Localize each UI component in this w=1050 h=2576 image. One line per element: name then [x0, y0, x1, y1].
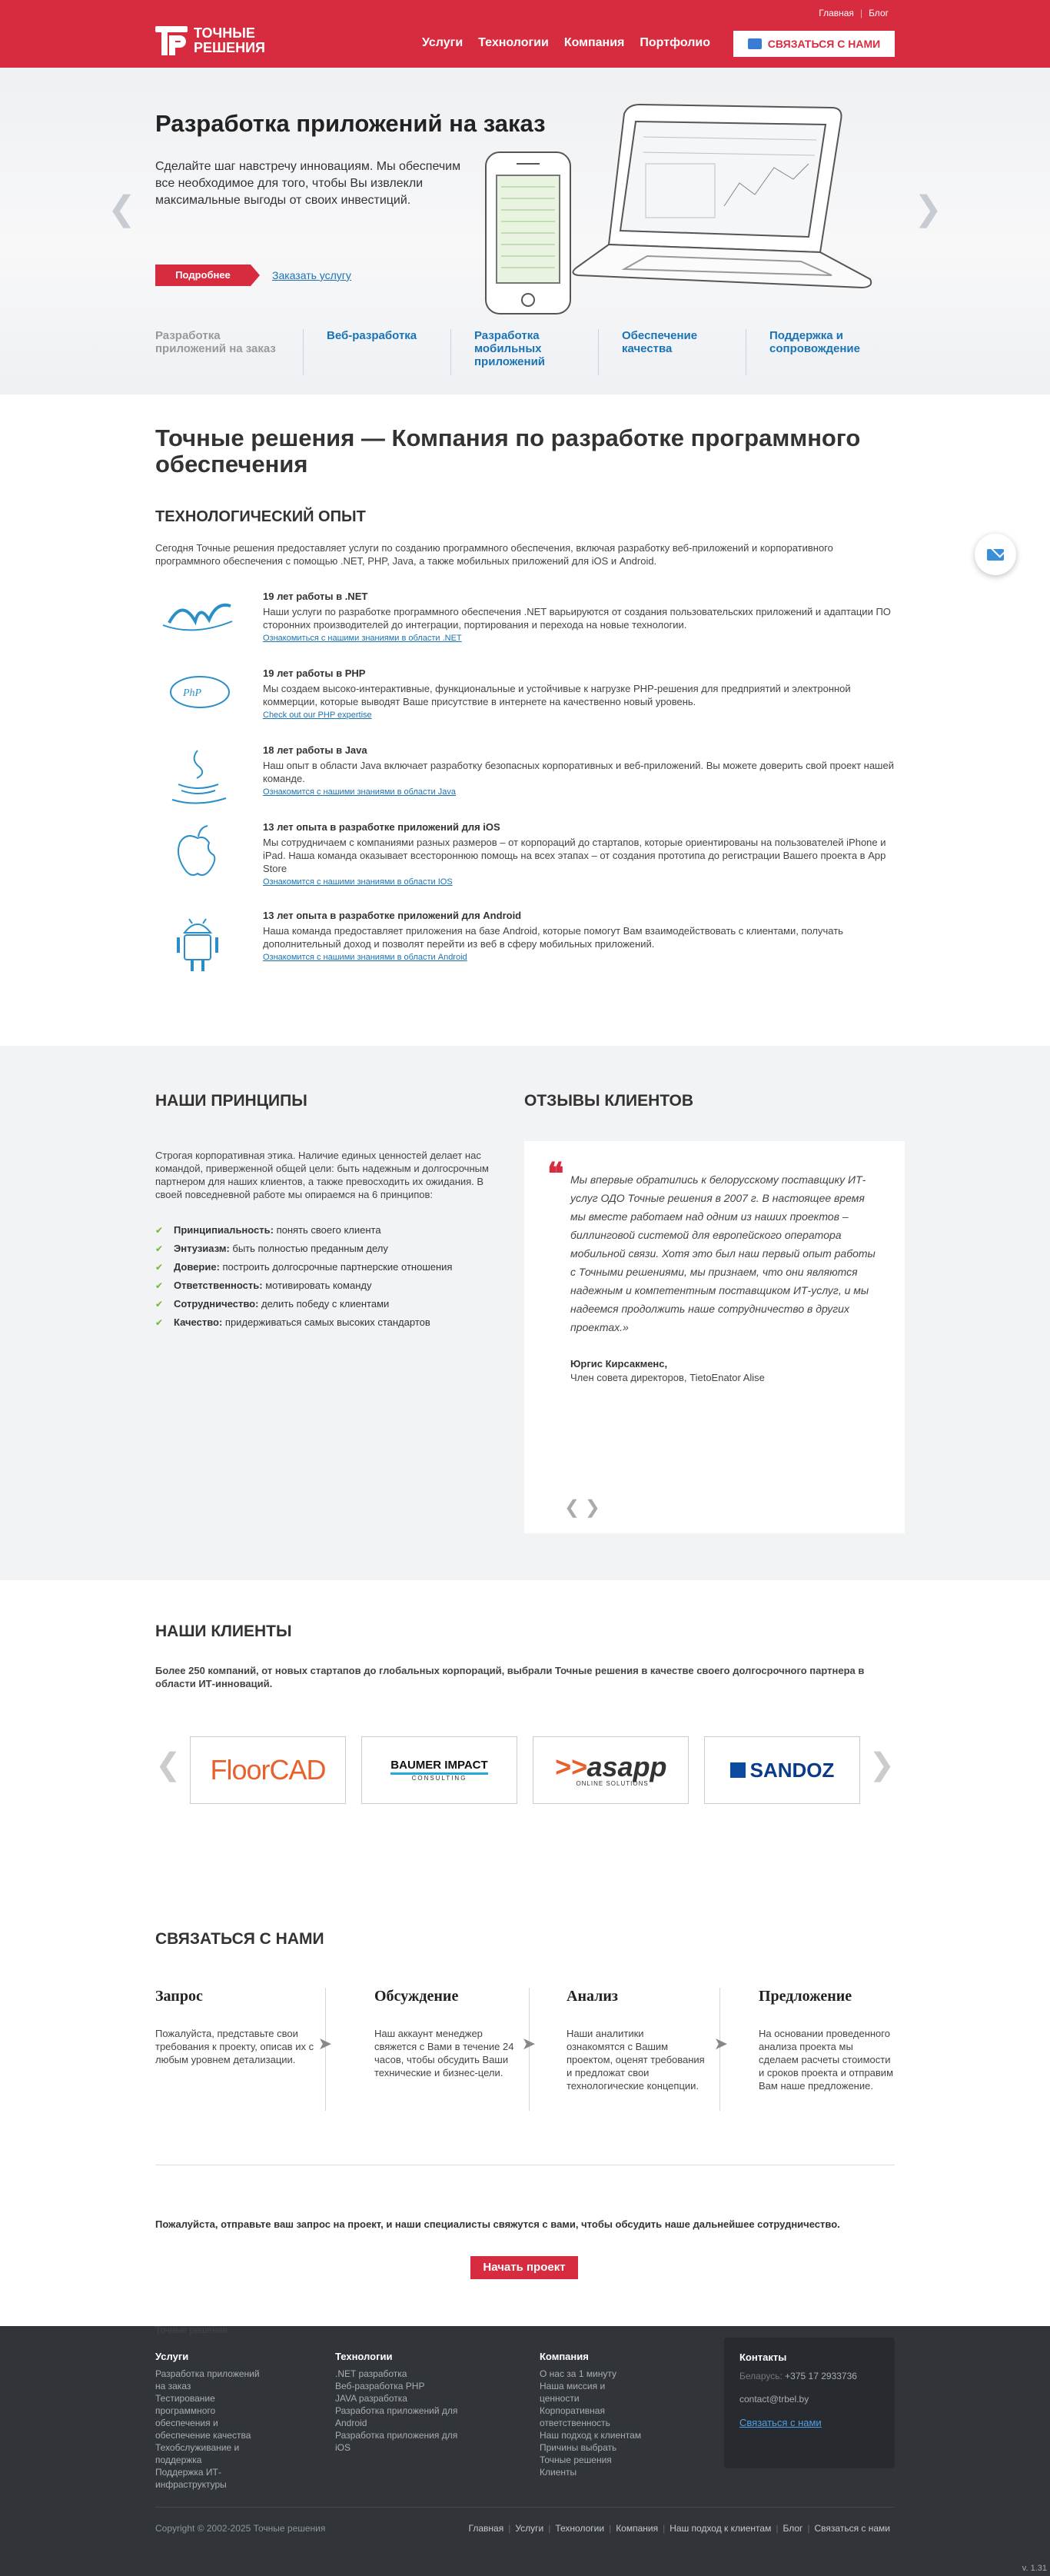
step-analysis [567, 1988, 728, 2092]
experience-link[interactable]: Ознакомится с нашими знаниями в области Android [263, 953, 467, 962]
footer-link[interactable]: О нас за 1 минуту [540, 2368, 617, 2379]
experience-text: Наши услуги по разработке программного обеспечения .NET варьируются от создания пользовательских приложений и адаптации ПО сторонних производителей до интеграции, портирования и перехода на новые технологии. [263, 606, 891, 631]
step-proposal [759, 1988, 895, 2092]
footer-faint-text: Точные решения [155, 2325, 228, 2335]
footer-link[interactable]: Клиенты [540, 2467, 577, 2478]
client-logo-asapp[interactable]: >>asapp ONLINE SOLUTIONS [533, 1736, 689, 1804]
tab-mobile-dev[interactable]: Разработка мобильных приложений [450, 329, 598, 375]
list-item: ✔ Принципиальность: понять своего клиента [155, 1224, 463, 1236]
experience-text: Мы сотрудничаем с компаниями разных размеров – от корпораций до стартапов, которые ориентированы на пользователей iPhone и iPad. Наша команда оказывает всестороннюю помощь на всех этапах – от создания прототипа до регистрации Вашего проекта в App Store [263, 837, 886, 874]
tab-qa[interactable]: Обеспечение качества [598, 329, 746, 375]
review-prev-icon[interactable]: ❮ [564, 1497, 580, 1518]
logo-text: ТОЧНЫЕ РЕШЕНИЯ [194, 25, 265, 55]
tab-custom-dev[interactable]: Разработка приложений на заказ [155, 329, 276, 355]
clients-text: Более 250 компаний, от новых стартапов до глобальных корпораций, выбрали Точные решения в качестве своего долгосрочного партнера в области ИТ-инноваций. [155, 1665, 865, 1689]
step-arrow-icon: ➤ [521, 2034, 536, 2053]
footer-link[interactable]: JAVA разработка [335, 2393, 407, 2404]
experience-text: Мы создаем высоко-интерактивные, функциональные и устойчивые к нагрузке PHP-решения для предприятий и электронной коммерции, которые выводят Ваше присутствие в интернете на качественно новый уровень. [263, 683, 851, 707]
footer-bottom-link[interactable]: Блог [783, 2523, 803, 2534]
step-title: Запрос [155, 1988, 203, 2005]
experience-title: 18 лет работы в Java [263, 744, 367, 756]
step-text: Пожалуйста, представьте свои требования к проекту, описав их с любым уровнем детализации. [155, 2028, 314, 2065]
top-links: Главная | Блог [812, 8, 895, 18]
lower-content [155, 0, 895, 2576]
footer-bottom-link[interactable]: Наш подход к клиентам [670, 2523, 772, 2534]
client-logo-baumer[interactable]: BAUMER IMPACT CONSULTING [361, 1736, 517, 1804]
top-link-home[interactable]: Главная [819, 8, 854, 18]
hero-more-button[interactable]: Подробнее [155, 265, 251, 286]
experience-text: Наша команда предоставляет приложения на базе Android, которые помогут Вам взаимодействовать с клиентами, получать дополнительный доход и позволят перейти из веб в сферу мобильных приложений. [263, 925, 843, 950]
intro-lead: Сегодня Точные решения предоставляет услуги по созданию программного обеспечения, включая разработку веб-приложений и корпоративного программного обеспечения с помощью .NET, PHP, Java, а также мобильных приложений для iOS и Android. [155, 542, 833, 567]
client-logos [190, 1736, 860, 1804]
intro-title: Точные решения — Компания по разработке программного обеспечения [155, 424, 861, 478]
footer-link[interactable]: Разработка приложений для Android [335, 2405, 458, 2428]
footer-link[interactable]: Тестирование программного обеспечения и обеспечение качества [155, 2393, 251, 2441]
client-logo-sandoz[interactable]: SANDOZ [704, 1736, 860, 1804]
step-request [155, 1988, 332, 2066]
footer-link[interactable]: Наша миссия и ценности [540, 2381, 606, 2404]
experience-link[interactable]: Ознакомится с нашими знаниями в области IOS [263, 877, 453, 887]
review-next-icon[interactable]: ❯ [584, 1497, 600, 1518]
step-text: Наш аккаунт менеджер свяжется с Вами в течение 24 часов, чтобы обсудить Ваши технические и бизнес-цели. [374, 2028, 514, 2078]
review-quote: Мы впервые обратились к белорусскому поставщику ИТ-услуг ОДО Точные решения в 2007 г. В настоящее время мы вместе работаем над одним из наших проектов – биллинговой системой для европейского оператора мобильной связи. Хотя это был наш первый опыт работы с Точными решениями, мы признаем, что они являются надежным и компетентным поставщиком ИТ-услуг, и мы надеемся продолжить наше сотрудничество в других проектах.» [570, 1173, 876, 1333]
principles-heading: НАШИ ПРИНЦИПЫ [155, 1092, 307, 1110]
svg-text:PhP: PhP [183, 687, 202, 699]
tab-web-dev[interactable]: Веб-разработка [303, 329, 450, 375]
footer-bottom [155, 2507, 895, 2534]
experience-title: 13 лет опыта в разработке приложений для Android [263, 910, 522, 921]
tab-support[interactable]: Поддержка и сопровождение [746, 329, 893, 375]
hero-prev-arrow-icon[interactable]: ❮ [108, 190, 136, 228]
footer-col-title: Услуги [155, 2351, 189, 2362]
clients-heading: НАШИ КЛИЕНТЫ [155, 1622, 292, 1640]
experience-title: 19 лет работы в PHP [263, 667, 366, 679]
footer-email[interactable]: contact@trbel.by [739, 2394, 809, 2405]
footer-link[interactable]: Поддержка ИТ-инфраструктуры [155, 2467, 227, 2490]
footer-bottom-link[interactable]: Компания [616, 2523, 659, 2534]
start-project-button[interactable]: Начать проект [470, 2256, 578, 2279]
footer-bottom-link[interactable]: Связаться с нами [814, 2523, 890, 2534]
quote-icon: ❝ [547, 1157, 564, 1191]
footer-link[interactable]: Техобслуживание и поддержка [155, 2442, 240, 2465]
list-item: ✔ Сотрудничество: делить победу с клиентами [155, 1298, 463, 1310]
step-title: Обсуждение [374, 1988, 459, 2005]
footer-col-technologies [335, 2351, 466, 2454]
sandoz-mark-icon [730, 1762, 746, 1778]
footer-contacts [724, 2338, 895, 2468]
clients-next-icon[interactable]: ❯ [869, 1748, 895, 1782]
experience-link[interactable]: Ознакомится с нашими знаниями в области Java [263, 787, 456, 797]
footer-bottom-link[interactable]: Технологии [555, 2523, 605, 2534]
footer-col-title: Компания [540, 2351, 589, 2362]
step-arrow-icon: ➤ [713, 2034, 728, 2053]
footer-link[interactable]: Причины выбрать Точные решения [540, 2442, 617, 2465]
step-arrow-icon: ➤ [317, 2034, 332, 2053]
step-title: Анализ [567, 1988, 618, 2005]
contact-steps [155, 1988, 895, 2134]
footer-link[interactable]: Разработка приложений на заказ [155, 2368, 260, 2391]
reviews-heading: ОТЗЫВЫ КЛИЕНТОВ [524, 1092, 694, 1110]
copyright: Copyright © 2002-2025 Точные решения [155, 2523, 326, 2534]
footer-col-company [540, 2351, 647, 2478]
hero-next-arrow-icon[interactable]: ❯ [914, 190, 942, 228]
clients-prev-icon[interactable]: ❮ [155, 1748, 181, 1782]
step-discussion [374, 1988, 536, 2079]
floating-mail-button[interactable] [975, 534, 1016, 575]
list-item: ✔ Качество: придерживаться самых высоких стандартов [155, 1316, 463, 1329]
footer-link[interactable]: Корпоративная ответственность [540, 2405, 610, 2428]
principles-text: Строгая корпоративная этика. Наличие единых ценностей делает нас командой, приверженной общей цели: быть надежным и долгосрочным партнером для наших клиентов, а также превосходить их ожидания. В своей повседневной работе мы опираемся на 6 принципов: [155, 1150, 489, 1200]
version-label: v. 1.31 [1022, 2564, 1047, 2573]
nav-portfolio[interactable]: Портфолио [640, 36, 710, 49]
footer [0, 2326, 1050, 2576]
nav-technologies[interactable]: Технологии [478, 36, 549, 49]
footer-bottom-links: Главная | Услуги | Технологии | Компания | Наш подход к клиентам | Блог | Связаться с нами [464, 2523, 895, 2534]
experience-link[interactable]: Ознакомиться с нашими знаниями в области .NET [263, 634, 462, 643]
client-logo-floorcad[interactable]: FloorCAD [190, 1736, 346, 1804]
review-author: Юргис Кирсакменс, [570, 1358, 668, 1370]
step-text: Наши аналитики ознакомятся с Вашим проектом, оценят требования и предложат свои технологические концепции. [567, 2028, 705, 2092]
hero-order-link[interactable]: Заказать услугу [272, 269, 351, 281]
contact-ask-text: Пожалуйста, отправьте ваш запрос на проект, и наши специалисты свяжутся с вами, чтобы обсудить наше дальнейшее сотрудничество. [155, 2218, 840, 2230]
contact-us-label: СВЯЗАТЬСЯ С НАМИ [767, 38, 881, 50]
clients-section [155, 1622, 895, 1787]
nav-services[interactable]: Услуги [421, 36, 464, 49]
experience-title: 13 лет опыта в разработке приложений для iOS [263, 821, 500, 833]
review-author-role: Член совета директоров, TietoEnator Alise [570, 1372, 765, 1383]
footer-bottom-link[interactable]: Услуги [515, 2523, 544, 2534]
list-item: ✔ Доверие: построить долгосрочные партнерские отношения [155, 1261, 463, 1273]
footer-col-services [155, 2351, 263, 2491]
mail-icon [987, 549, 1004, 561]
experience-link[interactable]: Check out our PHP expertise [263, 711, 372, 720]
contact-heading: СВЯЗАТЬСЯ С НАМИ [155, 1930, 324, 1948]
footer-link[interactable]: Наш подход к клиентам [540, 2430, 642, 2441]
footer-link[interactable]: .NET разработка [335, 2368, 407, 2379]
list-item: ✔ Ответственность: мотивировать команду [155, 1280, 463, 1292]
footer-bottom-link[interactable]: Главная [468, 2523, 504, 2534]
list-item: ✔ Энтузиазм: быть полностью преданным делу [155, 1243, 463, 1255]
nav-company[interactable]: Компания [563, 36, 625, 49]
footer-link[interactable]: Разработка приложения для iOS [335, 2430, 458, 2453]
footer-contact-link[interactable]: Связаться с нами [739, 2417, 822, 2428]
footer-col-title: Контакты [739, 2351, 787, 2363]
experience-title: 19 лет работы в .NET [263, 591, 368, 602]
step-title: Предложение [759, 1988, 852, 2005]
contact-section [155, 1930, 895, 2274]
footer-phone: Беларусь: +375 17 2933736 [739, 2371, 857, 2381]
hero-subtitle: Сделайте шаг навстречу инновациям. Мы обеспечим все необходимое для того, чтобы Вы извлекли максимальные выгоды от своих инвестиций. [155, 160, 461, 207]
footer-col-title: Технологии [335, 2351, 393, 2362]
hero-title: Разработка приложений на заказ [155, 110, 546, 137]
footer-link[interactable]: Веб-разработка PHP [335, 2381, 425, 2391]
experience-text: Наш опыт в области Java включает разработку безопасных корпоративных и веб-приложений. Вы можете доверить свой проект нашей команде. [263, 760, 894, 784]
top-link-blog[interactable]: Блог [869, 8, 889, 18]
tech-experience-heading: ТЕХНОЛОГИЧЕСКИЙ ОПЫТ [155, 508, 366, 525]
step-text: На основании проведенного анализа проекта мы сделаем расчеты стоимости и сроков проекта и отправим Вам наше предложение. [759, 2028, 894, 2092]
